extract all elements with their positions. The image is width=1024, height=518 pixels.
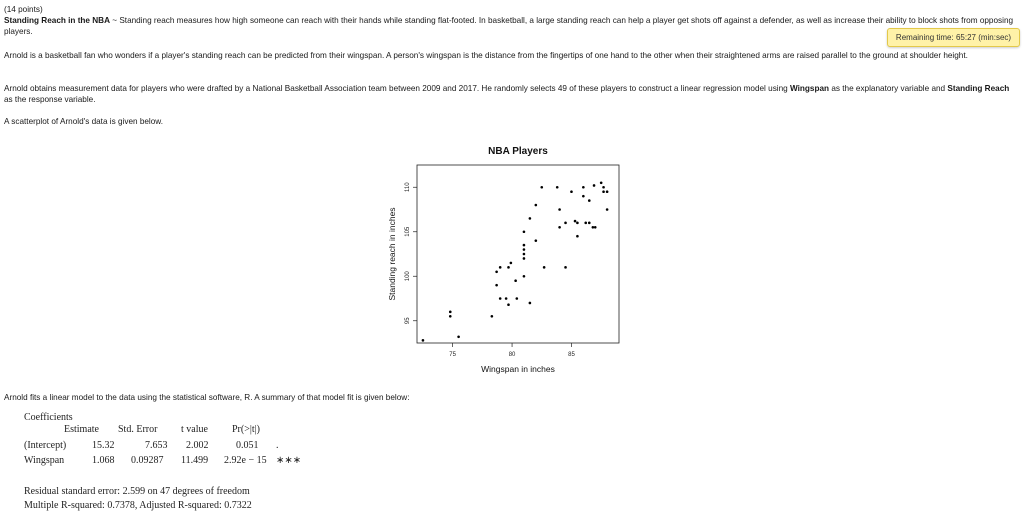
explanatory-variable: Wingspan [790, 84, 830, 93]
plot-frame [417, 165, 619, 343]
r-squared: Multiple R-squared: 0.7378, Adjusted R-squared: 0.7322 [24, 500, 252, 511]
data-point [576, 222, 579, 225]
y-tick-label-95: 95 [405, 317, 411, 325]
data-point [529, 217, 532, 220]
question-title: Standing Reach in the NBA [4, 16, 110, 25]
scatterplot-svg [377, 137, 633, 381]
data-point [564, 266, 567, 269]
data-point [457, 335, 460, 338]
header-std-error: Std. Error [118, 424, 158, 435]
data-point [514, 279, 517, 282]
intercept-estimate: 15.32 [92, 440, 115, 451]
wingspan-significance: ∗∗∗ [276, 455, 302, 466]
remaining-time-badge: Remaining time: 65:27 (min:sec) [887, 28, 1020, 47]
data-point [588, 222, 591, 225]
data-point [523, 248, 526, 251]
data-point [499, 297, 502, 300]
data-point [592, 226, 595, 229]
question-intro-text: ~ Standing reach measures how high someone can reach with their hands while standing flat-footed. In basketball, a large standing reach can help a player get shots off against a defender, as well as increase their ability to block shots from opposing players. [4, 16, 1014, 36]
scatterplot-intro: A scatterplot of Arnold's data is given below. [4, 117, 164, 126]
y-tick-label-105: 105 [405, 226, 411, 237]
header-p-value: Pr(>|t|) [232, 424, 260, 435]
data-point [535, 239, 538, 242]
data-point [606, 190, 609, 193]
data-point [529, 302, 532, 305]
data-point [505, 297, 508, 300]
row-name-intercept: (Intercept) [24, 440, 67, 451]
wingspan-t-value: 11.499 [181, 455, 209, 466]
residual-standard-error: Residual standard error: 2.599 on 47 degrees of freedom [24, 486, 250, 497]
x-tick-label-85: 85 [568, 352, 575, 358]
data-point [507, 303, 510, 306]
data-point [543, 266, 546, 269]
data-point [422, 339, 425, 342]
wingspan-std-error: 0.09287 [131, 455, 164, 466]
data-point [558, 208, 561, 211]
data-point [523, 275, 526, 278]
x-axis-label: Wingspan in inches [481, 364, 555, 374]
data-point [606, 208, 609, 211]
data-point [564, 222, 567, 225]
data-point [602, 190, 605, 193]
data-point [516, 297, 519, 300]
x-tick-label-75: 75 [449, 352, 456, 358]
x-tick-label-80: 80 [508, 352, 516, 358]
intercept-p-value: 0.051 [236, 440, 259, 451]
data-point [510, 262, 513, 265]
intercept-t-value: 2.002 [186, 440, 209, 451]
data-point [449, 315, 452, 318]
data-point [570, 190, 573, 193]
data-point [582, 195, 585, 198]
y-axis-label: Standing reach in inches [387, 207, 397, 301]
question-points: (14 points) [4, 5, 43, 14]
data-point [576, 235, 579, 238]
data-point [584, 222, 587, 225]
data-point [495, 284, 498, 287]
data-description-e: as the response variable. [4, 95, 96, 104]
wingspan-estimate: 1.068 [92, 455, 115, 466]
data-point [582, 186, 585, 189]
intercept-std-error: 7.653 [145, 440, 168, 451]
data-point [523, 253, 526, 256]
data-point [499, 266, 502, 269]
data-point [588, 199, 591, 202]
scatterplot-figure [377, 137, 633, 381]
response-variable: Standing Reach [947, 84, 1010, 93]
data-point [523, 257, 526, 260]
data-point [540, 186, 543, 189]
data-point [495, 271, 498, 274]
y-tick-label-100: 100 [405, 271, 411, 282]
wingspan-description: Arnold is a basketball fan who wonders if a player's standing reach can be predicted from their wingspan. A person's wingspan is the distance from the fingertips of one hand to the other when their straightened arms are raised parallel to the ground at shoulder height. [4, 51, 968, 60]
header-estimate: Estimate [64, 424, 99, 435]
data-point [602, 186, 605, 189]
coefficients-heading: Coefficients [24, 412, 73, 423]
wingspan-p-value: 2.92e − 15 [224, 455, 267, 466]
data-point [491, 315, 494, 318]
data-point [523, 230, 526, 233]
data-point [558, 226, 561, 229]
data-point [535, 204, 538, 207]
data-point [574, 220, 577, 223]
model-fit-intro: Arnold fits a linear model to the data using the statistical software, R. A summary of that model fit is given below: [4, 393, 410, 402]
header-t-value: t value [181, 424, 208, 435]
data-point [600, 182, 603, 185]
data-description-c: as the explanatory variable and [829, 84, 948, 93]
chart-title: NBA Players [488, 146, 548, 157]
data-point [556, 186, 559, 189]
y-tick-label-110: 110 [405, 182, 411, 193]
data-point [593, 184, 596, 187]
data-description-a: Arnold obtains measurement data for players who were drafted by a National Basketball Association team between 2009 and 2017. He randomly selects 49 of these players to construct a linear regression model using [4, 84, 790, 93]
data-description [4, 83, 1016, 105]
data-point [507, 266, 510, 269]
data-point [523, 244, 526, 247]
data-point [594, 226, 597, 229]
row-name-wingspan: Wingspan [24, 455, 65, 466]
question-intro [4, 15, 1016, 37]
data-point [449, 311, 452, 314]
intercept-significance: . [276, 440, 279, 451]
